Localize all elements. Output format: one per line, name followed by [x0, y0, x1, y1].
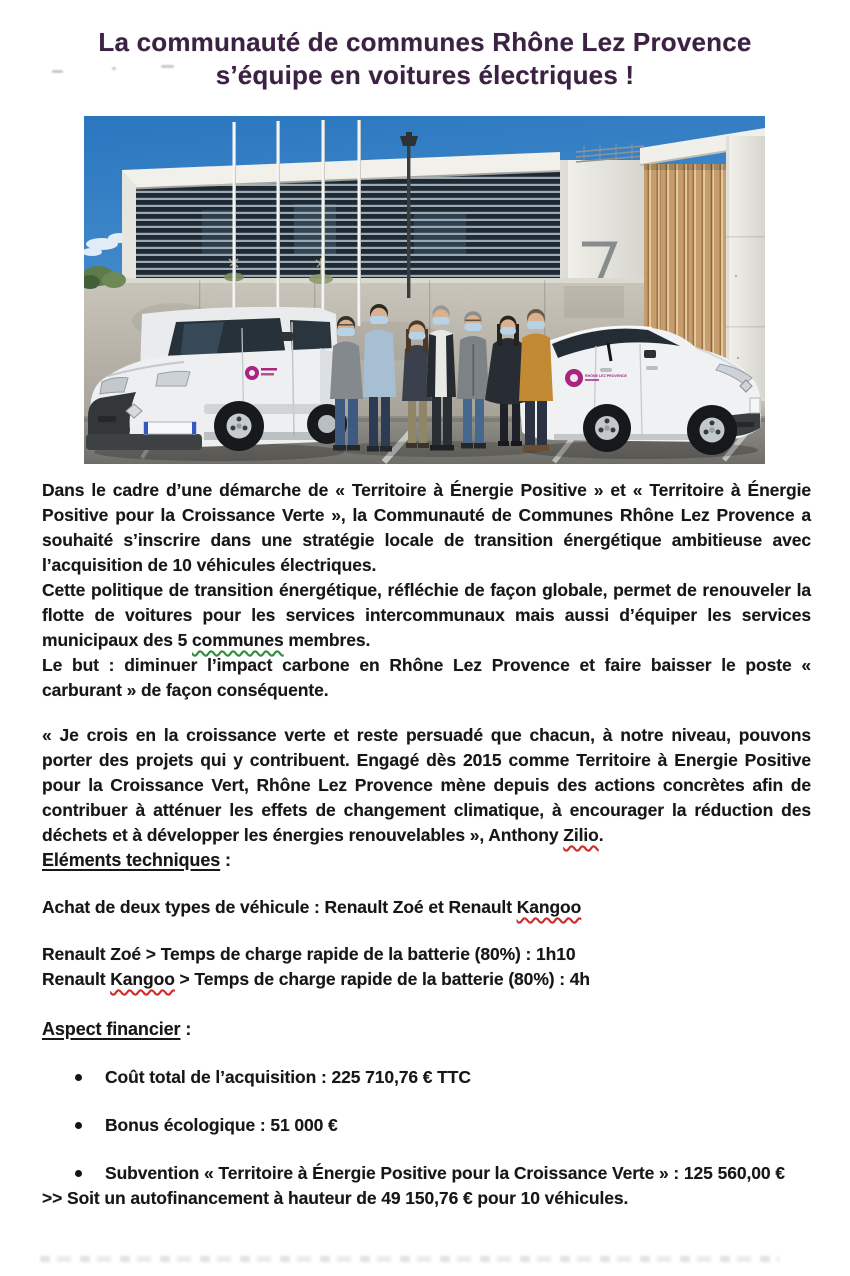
glass-building [122, 152, 560, 288]
heading-financial-label: Aspect financier [42, 1019, 181, 1039]
page-title [0, 26, 850, 92]
heading-technical-colon: : [220, 850, 231, 870]
purchase-text: Achat de deux types de véhicule : Renault Zoé et Renault [42, 897, 517, 917]
bullet-subsidy-text: Subvention « Territoire à Énergie Positive pour la Croissance Verte » : 125 560,00 € [105, 1163, 785, 1183]
group-photo [84, 116, 765, 464]
bullet-eco-bonus [75, 1113, 811, 1138]
bullet-eco-bonus-text: Bonus écologique : 51 000 € [105, 1115, 338, 1135]
heading-technical-label: Eléments techniques [42, 850, 221, 870]
paragraph-policy-block [42, 578, 811, 703]
group-photo-illustration [84, 116, 765, 464]
line-zoe-charge [42, 942, 811, 967]
kangoo-misspelled-word: Kangoo [110, 969, 175, 989]
line-vehicle-types [42, 895, 811, 920]
kangoo-charge-text: Renault [42, 969, 111, 989]
page-title-line2: s’équipe en voitures électriques ! [215, 60, 635, 90]
policy-misspelled-word: communes [192, 630, 284, 650]
purchase-misspelled-word: Kangoo [516, 897, 582, 917]
quote-text: « Je crois en la croissance verte et reste persuadé que chacun, à notre niveau, pouvons porter des projets qui y contribuent. Engagé dès 2015 comme Territoire à Energie Positive pour la Croissance Vert, Rhône Lez Provence mène depuis des actions concrètes afin de contribuer à atténuer les effets de changement climatique, à encourager la réduction des déchets et à développer les énergies renouvelables », Anthony [42, 725, 811, 845]
footer-self-financing-text: >> Soit un autofinancement à hauteur de 49 150,76 € pour 10 véhicules. [42, 1188, 629, 1208]
heading-financial-colon: : [180, 1019, 192, 1039]
paragraph-intro-text: Dans le cadre d’une démarche de « Territoire à Énergie Positive » et « Territoire à Énergie Positive pour la Croissance Verte », la Communauté de Communes Rhône Lez Provence a souhaité s’inscrire dans une stratégie locale de transition énergétique ambitieuse avec l’acquisition de 10 véhicules électriques. [42, 480, 811, 575]
financial-bullet-list [42, 1065, 811, 1186]
page-title-line1: La communauté de communes Rhône Lez Provence [98, 27, 752, 57]
footer-self-financing [42, 1186, 811, 1211]
zoe-charge-text: Renault Zoé > Temps de charge rapide de la batterie (80%) : 1h10 [42, 944, 576, 964]
bullet-total-cost [75, 1065, 811, 1090]
goal-text: Le but : diminuer l’impact carbone en Rhône Lez Provence et faire baisser le poste « carburant » de façon conséquente. [42, 655, 811, 700]
paragraph-quote [42, 723, 811, 848]
quote-misspelled-word: Zilio [563, 825, 599, 845]
heading-financial [42, 1017, 811, 1042]
paragraph-goal [42, 653, 811, 703]
vehicle-logo-text: RHÔNE LEZ PROVENCE [585, 374, 627, 378]
bottom-cutoff-artifact [40, 1256, 780, 1262]
charge-times-block [42, 942, 811, 992]
policy-text: Cette politique de transition énergétique, réfléchie de façon globale, permet de renouveler la flotte de voitures pour les services intercommunaux mais aussi d’équiper les services municipaux des 5 [42, 580, 811, 650]
scan-artifact [161, 65, 174, 68]
paragraph-policy [42, 578, 811, 653]
paragraph-intro [42, 478, 811, 578]
heading-technical [42, 848, 811, 873]
bullet-subsidy [75, 1161, 811, 1186]
document-body [42, 478, 811, 1211]
kangoo-charge-text-end: > Temps de charge rapide de la batterie (80%) : 4h [174, 969, 590, 989]
bullet-total-cost-text: Coût total de l’acquisition : 225 710,76 € TTC [105, 1067, 471, 1087]
policy-text-end: membres. [283, 630, 371, 650]
scan-artifact [112, 67, 116, 70]
line-kangoo-charge [42, 967, 811, 992]
quote-text-end: . [598, 825, 604, 845]
scan-artifact [52, 70, 63, 73]
